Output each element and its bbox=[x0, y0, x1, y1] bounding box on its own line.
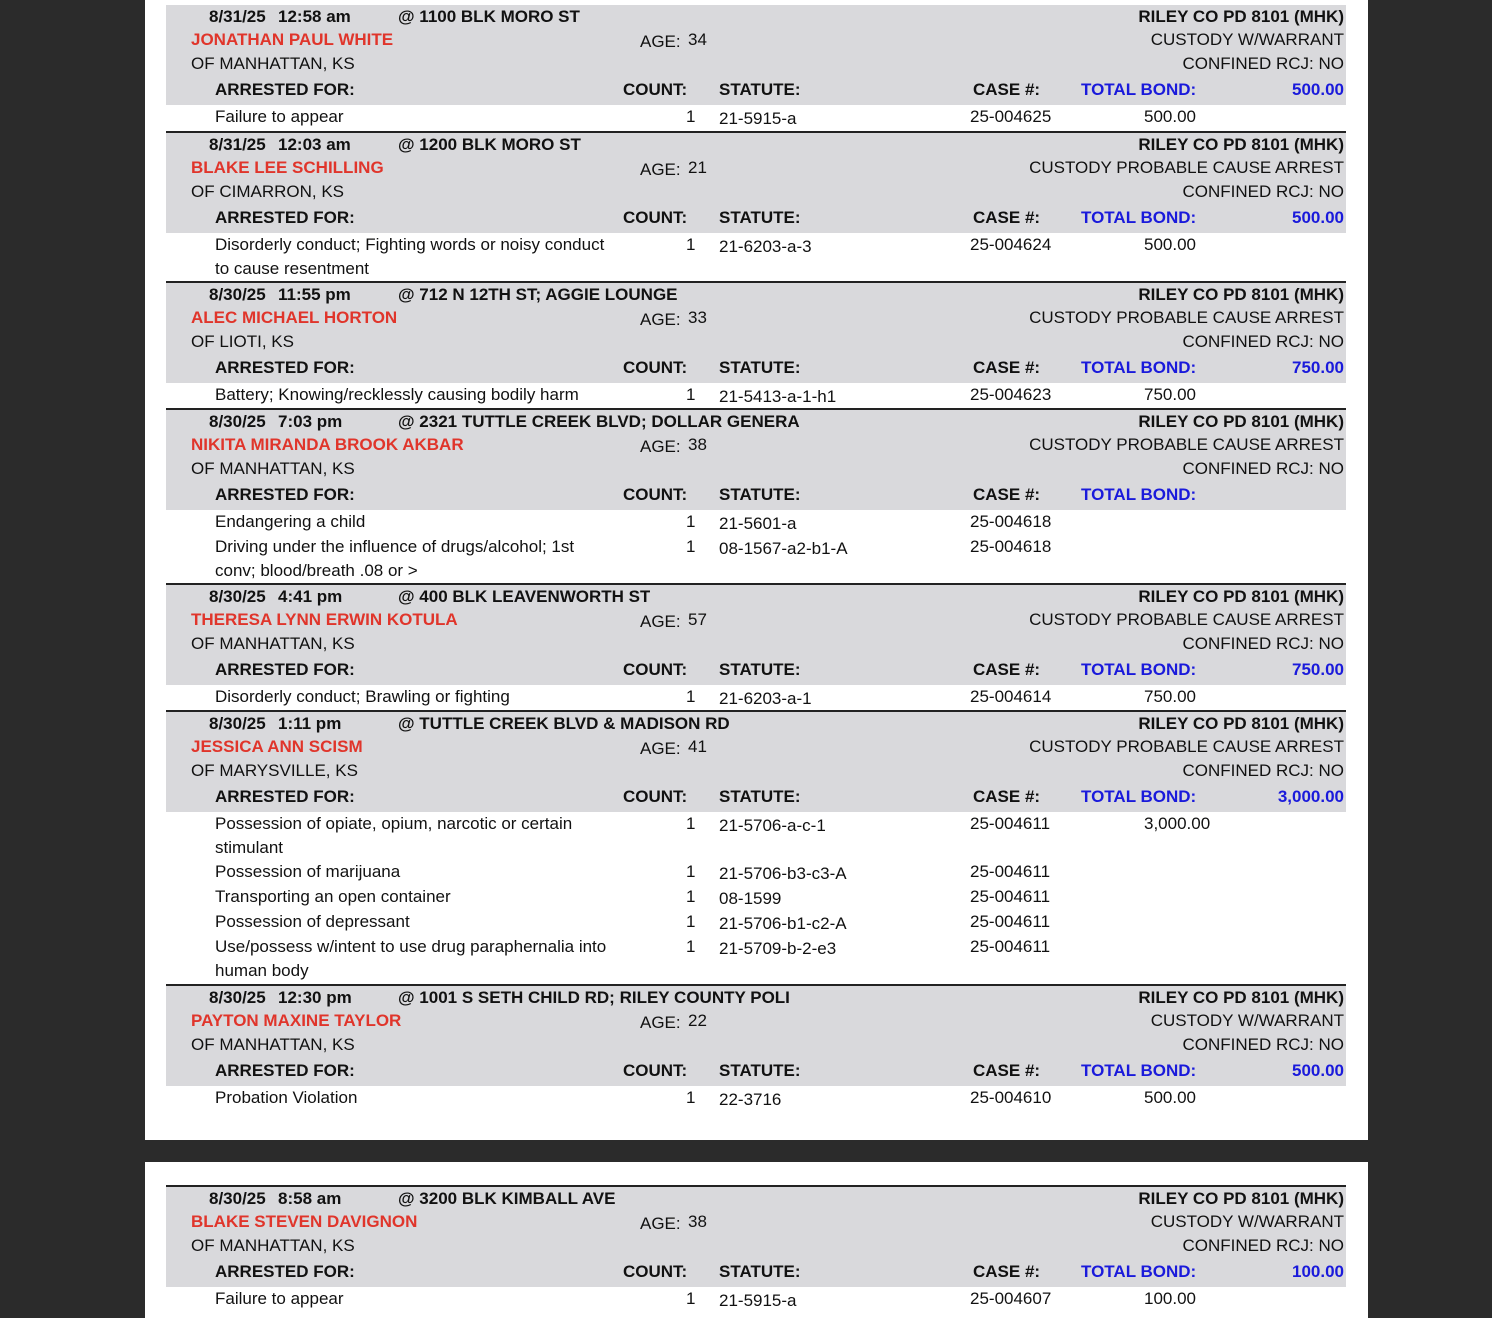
statute-label: STATUTE: bbox=[719, 485, 801, 504]
arrest-record bbox=[166, 984, 1346, 1110]
arrested-for-label: ARRESTED FOR: bbox=[215, 1262, 355, 1281]
charge-case-number: 25-004614 bbox=[970, 687, 1052, 706]
charge-case-number: 25-004611 bbox=[970, 912, 1051, 931]
report-page-1 bbox=[145, 0, 1368, 1140]
case-label: CASE #: bbox=[973, 1061, 1041, 1080]
agency: RILEY CO PD 8101 (MHK) bbox=[1138, 135, 1344, 154]
arrest-time: 8:58 am bbox=[278, 1189, 342, 1208]
charge-count: 1 bbox=[686, 512, 696, 531]
arrestee-name: ALEC MICHAEL HORTON bbox=[191, 308, 398, 327]
arrested-for-label: ARRESTED FOR: bbox=[215, 1061, 355, 1080]
statute-label: STATUTE: bbox=[719, 787, 801, 806]
age-value: 21 bbox=[688, 158, 707, 177]
age-label: AGE: bbox=[640, 160, 681, 179]
age-label: AGE: bbox=[640, 612, 681, 631]
total-bond-label: TOTAL BOND: bbox=[1081, 358, 1197, 377]
arrestee-name: BLAKE STEVEN DAVIGNON bbox=[191, 1212, 418, 1231]
age-label: AGE: bbox=[640, 437, 681, 456]
charge-statute: 21-5601-a bbox=[719, 514, 797, 533]
charge-bond: 3,000.00 bbox=[1144, 814, 1211, 833]
hometown: OF MANHATTAN, KS bbox=[191, 1236, 355, 1255]
arrest-date: 8/30/25 bbox=[209, 1189, 266, 1208]
arrest-location: @ 1001 S SETH CHILD RD; RILEY COUNTY POLI bbox=[398, 988, 790, 1007]
record-header bbox=[166, 984, 1346, 1086]
charges-list bbox=[166, 1287, 1346, 1311]
arrestee-name: JONATHAN PAUL WHITE bbox=[191, 30, 394, 49]
arrest-date: 8/31/25 bbox=[209, 135, 266, 154]
count-label: COUNT: bbox=[623, 1262, 688, 1281]
arrest-location: @ 712 N 12TH ST; AGGIE LOUNGE bbox=[398, 285, 678, 304]
count-label: COUNT: bbox=[623, 208, 688, 227]
total-bond-label: TOTAL BOND: bbox=[1081, 787, 1197, 806]
arrested-for-label: ARRESTED FOR: bbox=[215, 208, 355, 227]
hometown: OF CIMARRON, KS bbox=[191, 182, 345, 201]
total-bond-value: 3,000.00 bbox=[1277, 787, 1344, 806]
confined-status: CONFINED RCJ: NO bbox=[1182, 182, 1344, 201]
arrested-for-label: ARRESTED FOR: bbox=[215, 485, 355, 504]
record-header bbox=[166, 1185, 1346, 1287]
age-label: AGE: bbox=[640, 1214, 681, 1233]
age-label: AGE: bbox=[640, 739, 681, 758]
arrest-record bbox=[166, 1185, 1346, 1311]
charge-case-number: 25-004618 bbox=[970, 537, 1052, 556]
arrest-record bbox=[166, 583, 1346, 709]
total-bond-label: TOTAL BOND: bbox=[1081, 1262, 1197, 1281]
total-bond-value: 750.00 bbox=[1292, 358, 1344, 377]
charges-list bbox=[166, 105, 1346, 129]
arrest-time: 4:41 pm bbox=[278, 587, 343, 606]
record-header bbox=[166, 281, 1346, 383]
charge-count: 1 bbox=[686, 1289, 696, 1308]
charge-description: Possession of opiate, opium, narcotic or certain stimulant bbox=[215, 814, 573, 857]
case-label: CASE #: bbox=[973, 358, 1041, 377]
charge-case-number: 25-004623 bbox=[970, 385, 1052, 404]
arrest-time: 12:03 am bbox=[278, 135, 351, 154]
statute-label: STATUTE: bbox=[719, 358, 801, 377]
charge-statute: 21-5706-b1-c2-A bbox=[719, 914, 847, 933]
charge-row bbox=[166, 233, 1346, 281]
arrestee-name: BLAKE LEE SCHILLING bbox=[191, 158, 384, 177]
age-label: AGE: bbox=[640, 310, 681, 329]
count-label: COUNT: bbox=[623, 358, 688, 377]
charge-count: 1 bbox=[686, 814, 696, 833]
custody-type: CUSTODY PROBABLE CAUSE ARREST bbox=[1029, 610, 1344, 629]
arrested-for-label: ARRESTED FOR: bbox=[215, 358, 355, 377]
total-bond-label: TOTAL BOND: bbox=[1081, 485, 1197, 504]
charge-case-number: 25-004611 bbox=[970, 862, 1051, 881]
total-bond-label: TOTAL BOND: bbox=[1081, 80, 1197, 99]
arrest-time: 11:55 pm bbox=[278, 285, 351, 304]
charges-list bbox=[166, 812, 1346, 983]
count-label: COUNT: bbox=[623, 1061, 688, 1080]
charge-case-number: 25-004611 bbox=[970, 937, 1051, 956]
charges-list bbox=[166, 685, 1346, 709]
confined-status: CONFINED RCJ: NO bbox=[1182, 54, 1344, 73]
arrest-date: 8/30/25 bbox=[209, 988, 266, 1007]
custody-type: CUSTODY W/WARRANT bbox=[1150, 30, 1344, 49]
statute-label: STATUTE: bbox=[719, 660, 801, 679]
charge-statute: 08-1599 bbox=[719, 889, 782, 908]
statute-label: STATUTE: bbox=[719, 1061, 801, 1080]
report-page-2 bbox=[145, 1162, 1368, 1318]
total-bond-value: 500.00 bbox=[1292, 80, 1344, 99]
confined-status: CONFINED RCJ: NO bbox=[1182, 761, 1344, 780]
arrest-record bbox=[166, 281, 1346, 407]
charge-description: Disorderly conduct; Brawling or fighting bbox=[215, 687, 510, 706]
charge-bond: 750.00 bbox=[1144, 687, 1196, 706]
arrest-record bbox=[166, 710, 1346, 983]
record-header bbox=[166, 710, 1346, 812]
charge-statute: 21-5706-a-c-1 bbox=[719, 816, 826, 835]
record-header bbox=[166, 408, 1346, 510]
charge-row bbox=[166, 105, 1346, 129]
case-label: CASE #: bbox=[973, 80, 1041, 99]
charge-count: 1 bbox=[686, 887, 696, 906]
arrestee-name: THERESA LYNN ERWIN KOTULA bbox=[191, 610, 458, 629]
charge-statute: 21-5413-a-1-h1 bbox=[719, 387, 837, 406]
arrestee-name: JESSICA ANN SCISM bbox=[191, 737, 363, 756]
charge-case-number: 25-004618 bbox=[970, 512, 1052, 531]
charge-count: 1 bbox=[686, 385, 696, 404]
arrest-location: @ 2321 TUTTLE CREEK BLVD; DOLLAR GENERA bbox=[398, 412, 800, 431]
charge-statute: 21-5915-a bbox=[719, 109, 797, 128]
charges-list bbox=[166, 1086, 1346, 1110]
count-label: COUNT: bbox=[623, 485, 688, 504]
charge-case-number: 25-004611 bbox=[970, 814, 1051, 833]
custody-type: CUSTODY PROBABLE CAUSE ARREST bbox=[1029, 737, 1344, 756]
arrest-location: @ TUTTLE CREEK BLVD & MADISON RD bbox=[398, 714, 730, 733]
charge-row bbox=[166, 885, 1346, 910]
statute-label: STATUTE: bbox=[719, 80, 801, 99]
charge-statute: 08-1567-a2-b1-A bbox=[719, 539, 848, 558]
charge-row bbox=[166, 812, 1346, 860]
statute-label: STATUTE: bbox=[719, 208, 801, 227]
age-value: 34 bbox=[688, 30, 707, 49]
arrested-for-label: ARRESTED FOR: bbox=[215, 660, 355, 679]
age-value: 33 bbox=[688, 308, 707, 327]
confined-status: CONFINED RCJ: NO bbox=[1182, 634, 1344, 653]
charge-case-number: 25-004611 bbox=[970, 887, 1051, 906]
case-label: CASE #: bbox=[973, 208, 1041, 227]
charge-count: 1 bbox=[686, 937, 696, 956]
total-bond-value: 500.00 bbox=[1292, 1061, 1344, 1080]
agency: RILEY CO PD 8101 (MHK) bbox=[1138, 7, 1344, 26]
charge-case-number: 25-004624 bbox=[970, 235, 1052, 254]
age-value: 22 bbox=[688, 1011, 707, 1030]
record-header bbox=[166, 5, 1346, 105]
arrest-location: @ 1200 BLK MORO ST bbox=[398, 135, 581, 154]
arrest-date: 8/30/25 bbox=[209, 412, 266, 431]
arrest-time: 1:11 pm bbox=[278, 714, 342, 733]
arrest-record bbox=[166, 5, 1346, 129]
agency: RILEY CO PD 8101 (MHK) bbox=[1138, 412, 1344, 431]
charges-list bbox=[166, 233, 1346, 281]
arrest-location: @ 3200 BLK KIMBALL AVE bbox=[398, 1189, 616, 1208]
arrest-date: 8/30/25 bbox=[209, 285, 266, 304]
count-label: COUNT: bbox=[623, 787, 688, 806]
charge-bond: 500.00 bbox=[1144, 1088, 1196, 1107]
count-label: COUNT: bbox=[623, 80, 688, 99]
total-bond-label: TOTAL BOND: bbox=[1081, 660, 1197, 679]
charge-description: Possession of marijuana bbox=[215, 862, 401, 881]
charge-count: 1 bbox=[686, 912, 696, 931]
charge-row bbox=[166, 1287, 1346, 1311]
charge-description: Possession of depressant bbox=[215, 912, 410, 931]
charge-description: Battery; Knowing/recklessly causing bodily harm bbox=[215, 385, 579, 404]
arrest-time: 12:58 am bbox=[278, 7, 351, 26]
case-label: CASE #: bbox=[973, 1262, 1041, 1281]
case-label: CASE #: bbox=[973, 660, 1041, 679]
hometown: OF MANHATTAN, KS bbox=[191, 459, 355, 478]
age-value: 38 bbox=[688, 1212, 707, 1231]
charge-count: 1 bbox=[686, 1088, 696, 1107]
charge-count: 1 bbox=[686, 107, 696, 126]
charge-description: Probation Violation bbox=[215, 1088, 358, 1107]
charges-list bbox=[166, 510, 1346, 583]
charge-row bbox=[166, 860, 1346, 885]
charge-count: 1 bbox=[686, 687, 696, 706]
custody-type: CUSTODY W/WARRANT bbox=[1150, 1011, 1344, 1030]
charge-statute: 21-5706-b3-c3-A bbox=[719, 864, 847, 883]
confined-status: CONFINED RCJ: NO bbox=[1182, 332, 1344, 351]
charge-statute: 22-3716 bbox=[719, 1090, 782, 1109]
charge-bond: 500.00 bbox=[1144, 107, 1196, 126]
charges-list bbox=[166, 383, 1346, 407]
charge-bond: 500.00 bbox=[1144, 235, 1196, 254]
custody-type: CUSTODY PROBABLE CAUSE ARREST bbox=[1029, 308, 1344, 327]
charge-row bbox=[166, 910, 1346, 935]
charge-row bbox=[166, 535, 1346, 583]
count-label: COUNT: bbox=[623, 660, 688, 679]
charge-row bbox=[166, 1086, 1346, 1110]
agency: RILEY CO PD 8101 (MHK) bbox=[1138, 587, 1344, 606]
arrestee-name: PAYTON MAXINE TAYLOR bbox=[191, 1011, 402, 1030]
arrested-for-label: ARRESTED FOR: bbox=[215, 787, 355, 806]
record-header bbox=[166, 583, 1346, 685]
arrest-time: 7:03 pm bbox=[278, 412, 343, 431]
agency: RILEY CO PD 8101 (MHK) bbox=[1138, 988, 1344, 1007]
charge-count: 1 bbox=[686, 862, 696, 881]
statute-label: STATUTE: bbox=[719, 1262, 801, 1281]
hometown: OF MANHATTAN, KS bbox=[191, 54, 355, 73]
confined-status: CONFINED RCJ: NO bbox=[1182, 459, 1344, 478]
charge-description: Endangering a child bbox=[215, 512, 366, 531]
charge-description: Transporting an open container bbox=[215, 887, 451, 906]
charge-row bbox=[166, 383, 1346, 407]
total-bond-value: 100.00 bbox=[1292, 1262, 1344, 1281]
custody-type: CUSTODY PROBABLE CAUSE ARREST bbox=[1029, 435, 1344, 454]
arrest-record bbox=[166, 131, 1346, 281]
confined-status: CONFINED RCJ: NO bbox=[1182, 1035, 1344, 1054]
confined-status: CONFINED RCJ: NO bbox=[1182, 1236, 1344, 1255]
arrest-time: 12:30 pm bbox=[278, 988, 352, 1007]
hometown: OF LIOTI, KS bbox=[191, 332, 294, 351]
record-header bbox=[166, 131, 1346, 233]
charge-bond: 100.00 bbox=[1144, 1289, 1196, 1308]
hometown: OF MANHATTAN, KS bbox=[191, 634, 355, 653]
charge-statute: 21-5709-b-2-e3 bbox=[719, 939, 837, 958]
charge-statute: 21-5915-a bbox=[719, 1291, 797, 1310]
charge-statute: 21-6203-a-3 bbox=[719, 237, 812, 256]
charge-description: Disorderly conduct; Fighting words or noisy conduct to cause resentment bbox=[215, 235, 605, 278]
charge-row bbox=[166, 685, 1346, 709]
charge-description: Failure to appear bbox=[215, 1289, 344, 1308]
custody-type: CUSTODY W/WARRANT bbox=[1150, 1212, 1344, 1231]
custody-type: CUSTODY PROBABLE CAUSE ARREST bbox=[1029, 158, 1344, 177]
charge-case-number: 25-004607 bbox=[970, 1289, 1052, 1308]
charge-count: 1 bbox=[686, 235, 696, 254]
total-bond-value: 750.00 bbox=[1292, 660, 1344, 679]
total-bond-label: TOTAL BOND: bbox=[1081, 208, 1197, 227]
charge-row bbox=[166, 935, 1346, 983]
charge-row bbox=[166, 510, 1346, 535]
age-label: AGE: bbox=[640, 32, 681, 51]
arrest-location: @ 1100 BLK MORO ST bbox=[398, 7, 580, 26]
charge-statute: 21-6203-a-1 bbox=[719, 689, 812, 708]
arrest-record bbox=[166, 408, 1346, 583]
agency: RILEY CO PD 8101 (MHK) bbox=[1138, 1189, 1344, 1208]
charge-count: 1 bbox=[686, 537, 696, 556]
agency: RILEY CO PD 8101 (MHK) bbox=[1138, 714, 1344, 733]
charge-case-number: 25-004610 bbox=[970, 1088, 1052, 1107]
age-value: 38 bbox=[688, 435, 707, 454]
arrest-date: 8/30/25 bbox=[209, 714, 266, 733]
arrestee-name: NIKITA MIRANDA BROOK AKBAR bbox=[191, 435, 464, 454]
charge-description: Driving under the influence of drugs/alcohol; 1st conv; blood/breath .08 or > bbox=[215, 537, 575, 580]
charge-case-number: 25-004625 bbox=[970, 107, 1052, 126]
arrest-location: @ 400 BLK LEAVENWORTH ST bbox=[398, 587, 651, 606]
arrested-for-label: ARRESTED FOR: bbox=[215, 80, 355, 99]
agency: RILEY CO PD 8101 (MHK) bbox=[1138, 285, 1344, 304]
total-bond-label: TOTAL BOND: bbox=[1081, 1061, 1197, 1080]
charge-description: Use/possess w/intent to use drug paraphernalia into human body bbox=[215, 937, 607, 980]
hometown: OF MANHATTAN, KS bbox=[191, 1035, 355, 1054]
age-value: 41 bbox=[688, 737, 707, 756]
case-label: CASE #: bbox=[973, 485, 1041, 504]
age-value: 57 bbox=[688, 610, 707, 629]
arrest-date: 8/30/25 bbox=[209, 587, 266, 606]
total-bond-value: 500.00 bbox=[1292, 208, 1344, 227]
charge-bond: 750.00 bbox=[1144, 385, 1196, 404]
age-label: AGE: bbox=[640, 1013, 681, 1032]
charge-description: Failure to appear bbox=[215, 107, 344, 126]
case-label: CASE #: bbox=[973, 787, 1041, 806]
hometown: OF MARYSVILLE, KS bbox=[191, 761, 358, 780]
arrest-date: 8/31/25 bbox=[209, 7, 266, 26]
